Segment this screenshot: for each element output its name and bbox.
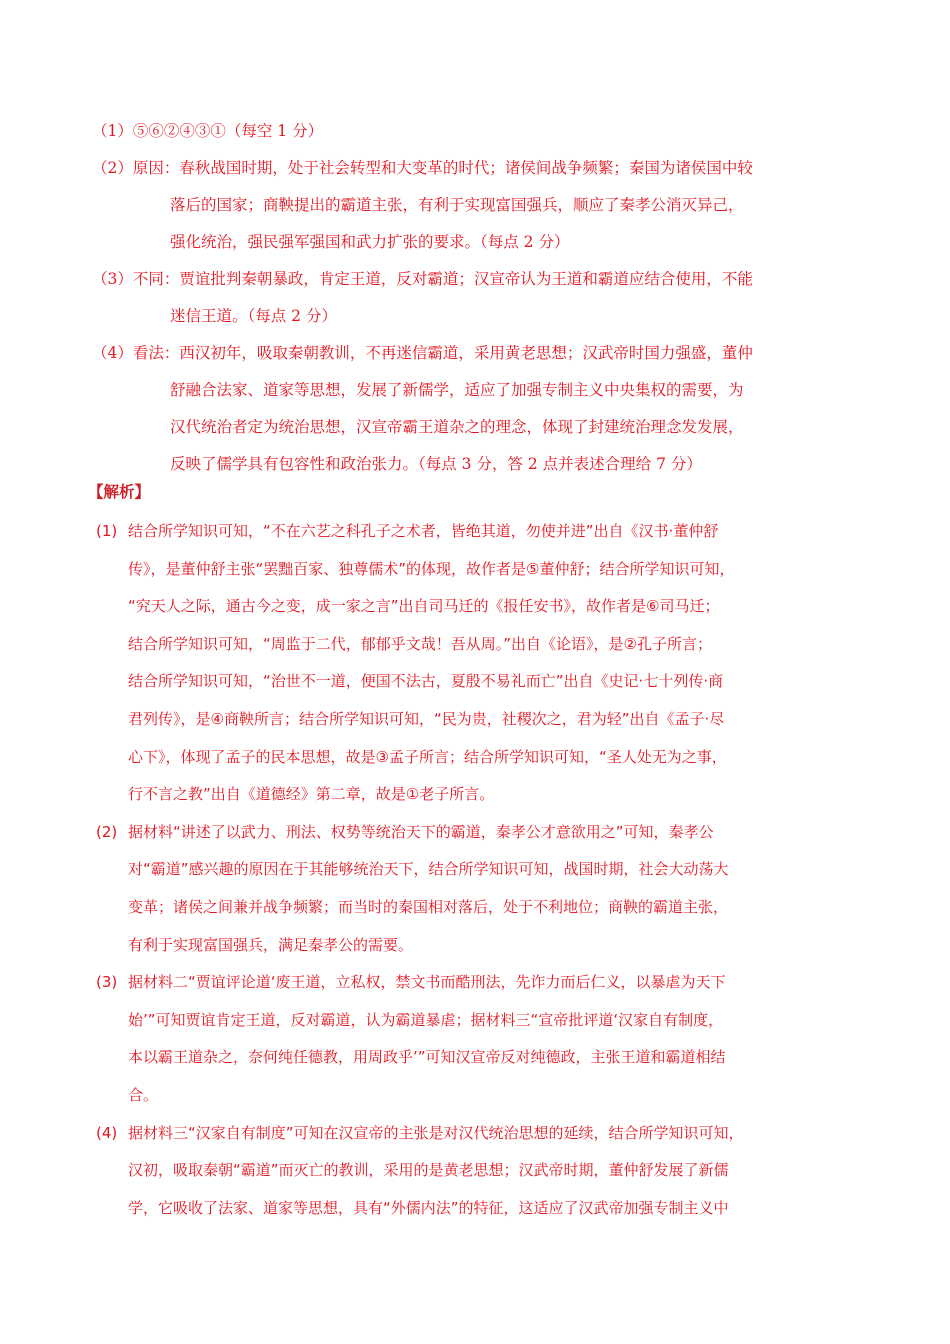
analysis-item-number: (4)	[96, 1123, 118, 1142]
answer-item	[92, 261, 812, 335]
analysis-item	[96, 964, 816, 1114]
answer-line: （4）看法：西汉初年，吸取秦朝教训，不再迷信霸道，采用黄老思想；汉武帝时国力强盛，董仲	[92, 344, 753, 362]
analysis-line: 变革；诸侯之间兼并战争频繁；而当时的秦国相对落后，处于不利地位；商鞅的霸道主张，	[128, 897, 729, 916]
analysis-line	[96, 814, 816, 852]
answer-line: 迷信王道。（每点 2 分）	[170, 307, 337, 325]
analysis-line-text: 据材料三“汉家自有制度”可知在汉宣帝的主张是对汉代统治思想的延续，结合所学知识可知，	[128, 1123, 744, 1142]
analysis-line-text: 据材料二“贾谊评论道‘废王道，立私权，禁文书而酷刑法，先诈力而后仁义，以暴虐为天下	[128, 973, 726, 992]
analysis-section	[96, 513, 816, 1227]
analysis-line: 对“霸道”感兴趣的原因在于其能够统治天下，结合所学知识可知，战国时期，社会大动荡大	[128, 860, 729, 879]
analysis-line	[96, 1115, 816, 1153]
analysis-line: 汉初，吸取秦朝“霸道”而灭亡的教训，采用的是黄老思想；汉武帝时期，董仲舒发展了新儒	[128, 1161, 729, 1180]
analysis-line: 行不言之教”出自《道德经》第二章，故是①老子所言。	[128, 785, 495, 804]
answer-line: （1）⑤⑥②④③①（每空 1 分）	[92, 122, 324, 140]
answer-line: 落后的国家；商鞅提出的霸道主张，有利于实现富国强兵，顺应了秦孝公消灭异己，	[170, 196, 744, 214]
answer-item	[92, 113, 812, 150]
analysis-line	[96, 964, 816, 1002]
answer-section	[92, 113, 812, 483]
analysis-line: 始’”可知贾谊肯定王道，反对霸道，认为霸道暴虐；据材料三“宣帝批评道‘汉家自有制度，	[128, 1010, 724, 1029]
answer-line: 反映了儒学具有包容性和政治张力。（每点 3 分，答 2 点并表述合理给 7 分）	[170, 455, 702, 473]
analysis-item	[96, 1115, 816, 1228]
analysis-line: 有利于实现富国强兵，满足秦孝公的需要。	[128, 935, 414, 954]
analysis-heading: 【解析】	[88, 482, 151, 501]
analysis-item	[96, 814, 816, 964]
analysis-line: 合。	[128, 1085, 159, 1104]
answer-line: 强化统治，强民强军强国和武力扩张的要求。（每点 2 分）	[170, 233, 570, 251]
answer-item	[92, 150, 812, 261]
analysis-line: 君列传》，是④商鞅所言；结合所学知识可知，“民为贵，社稷次之，君为轻”出自《孟子·尽	[128, 709, 725, 728]
analysis-line-text: 据材料“讲述了以武力、刑法、权势等统治天下的霸道，秦孝公才意欲用之”可知，秦孝公	[128, 822, 714, 841]
answer-line: （2）原因：春秋战国时期，处于社会转型和大变革的时代；诸侯间战争频繁；秦国为诸侯国中较	[92, 159, 753, 177]
answer-line: 舒融合法家、道家等思想，发展了新儒学，适应了加强专制主义中央集权的需要，为	[170, 381, 744, 399]
analysis-item	[96, 513, 816, 814]
analysis-line: 结合所学知识可知，“周监于二代，郁郁乎文哉！吾从周。”出自《论语》，是②孔子所言；	[128, 634, 712, 653]
analysis-item-number: (1)	[96, 522, 118, 540]
analysis-item-number: (3)	[96, 973, 118, 992]
analysis-item-number: (2)	[96, 822, 118, 841]
analysis-line: 传》，是董仲舒主张“罢黜百家、独尊儒术”的体现，故作者是⑤董仲舒；结合所学知识可知，	[128, 559, 735, 578]
analysis-line: 本以霸王道杂之，奈何纯任德教，用周政乎’”可知汉宣帝反对纯德政，主张王道和霸道相结	[128, 1048, 726, 1067]
analysis-line: “究天人之际，通古今之变，成一家之言”出自司马迁的《报任安书》，故作者是⑥司马迁；	[128, 597, 720, 616]
analysis-line-text: 结合所学知识可知，“不在六艺之科孔子之术者，皆绝其道，勿使并进”出自《汉书·董仲舒	[128, 522, 719, 540]
analysis-line	[96, 513, 816, 551]
answer-line: （3）不同：贾谊批判秦朝暴政，肯定王道，反对霸道；汉宣帝认为王道和霸道应结合使用，不能	[92, 270, 753, 288]
analysis-line: 心下》，体现了孟子的民本思想，故是③孟子所言；结合所学知识可知，“圣人处无为之事，	[128, 747, 727, 766]
analysis-line: 学，它吸收了法家、道家等思想，具有“外儒内法”的特征，这适应了汉武帝加强专制主义中	[128, 1198, 729, 1217]
analysis-line: 结合所学知识可知，“治世不一道，便国不法古，夏殷不易礼而亡”出自《史记·七十列传·商	[128, 672, 724, 691]
answer-item	[92, 335, 812, 483]
answer-line: 汉代统治者定为统治思想，汉宣帝霸王道杂之的理念，体现了封建统治理念发发展，	[170, 418, 744, 436]
